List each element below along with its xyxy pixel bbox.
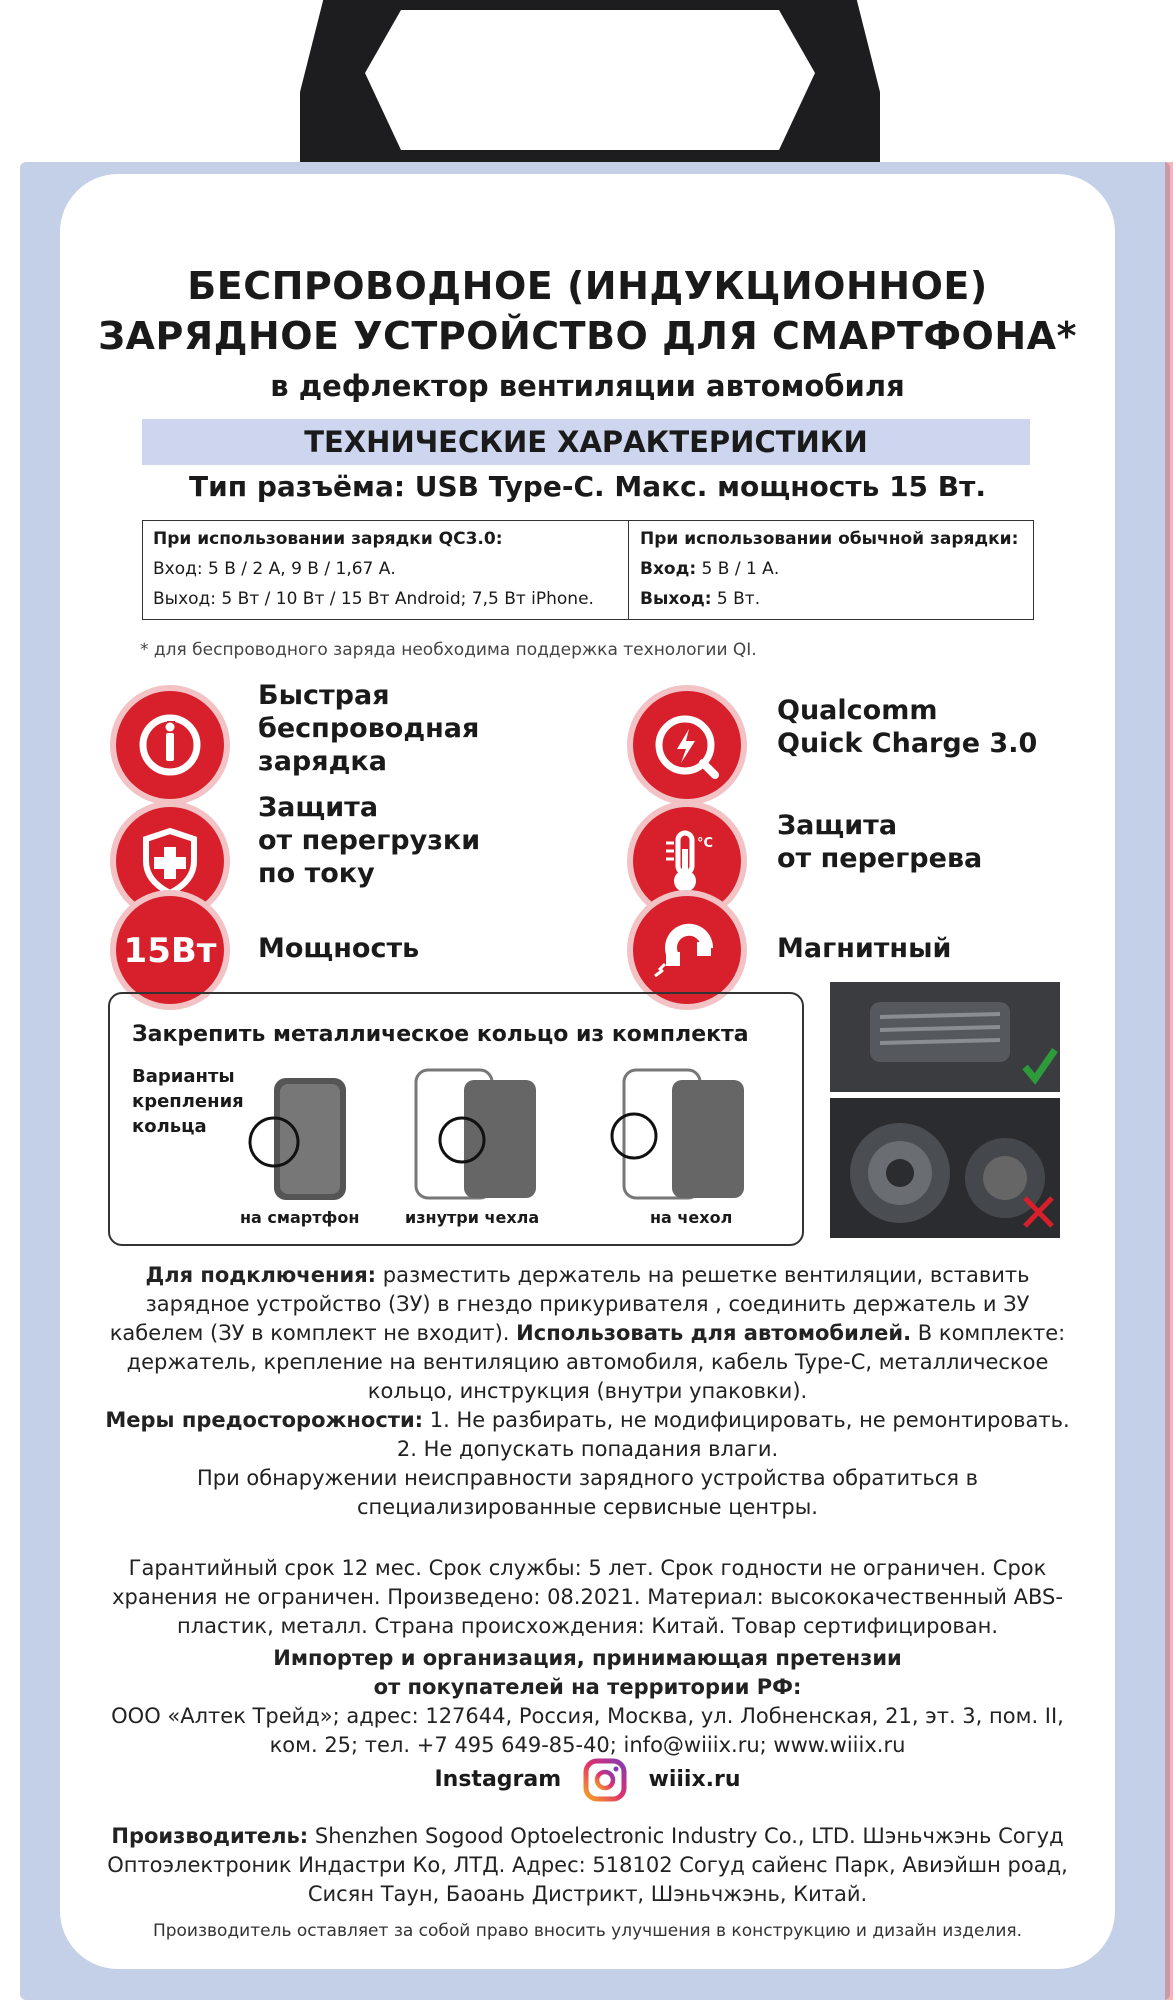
cars-label: Использовать для автомобилей.: [516, 1321, 912, 1345]
vent-photo-correct: [830, 982, 1060, 1092]
connector-info: Тип разъёма: USB Type-C. Макс. мощность 15 Вт.: [189, 470, 986, 503]
normal-input: [640, 559, 779, 579]
fast-wireless-line3: зарядка: [258, 746, 387, 777]
fast-wireless-line2: беспроводная: [258, 713, 480, 744]
qi-wireless-icon: [116, 691, 224, 799]
ring-inside-case-illustration: [410, 1064, 540, 1204]
power-icon-text: 15Вт: [123, 931, 217, 971]
caption-on-case: на чехол: [650, 1208, 733, 1227]
connect-label: Для подключения:: [145, 1263, 377, 1287]
quick-charge-line2: Quick Charge 3.0: [777, 728, 1038, 759]
ring-mounting-box: [108, 992, 804, 1246]
instagram-handle: wiiix.ru: [648, 1767, 741, 1792]
mounting-title: Закрепить металлическое кольцо из комплекта: [132, 1022, 749, 1047]
precautions-label: Меры предосторожности:: [105, 1408, 424, 1432]
product-subtitle: в дефлектор вентиляции автомобиля: [270, 369, 905, 403]
manufacturer-text: Shenzhen Sogood Optoelectronic Industry Co., LTD. Шэньчжэнь Согуд Оптоэлектроник Индастри Ко, ЛТД. Адрес: 518102 Согуд сайенс Парк, Авиэйшн роад, Сисян Таун, Баоань Дистрикт, Шэньчжэнь, Китай.: [107, 1824, 1068, 1906]
power-15w-icon: [116, 896, 224, 1004]
package-back: [20, 162, 1170, 2000]
instagram-icon: [583, 1758, 627, 1802]
qc-heading: При использовании зарядки QC3.0:: [153, 529, 503, 549]
feature-overheat: [777, 809, 982, 875]
spec-col-normal: [630, 521, 1033, 619]
magnet-icon: [633, 896, 741, 1004]
normal-input-value: 5 В / 1 А.: [701, 559, 780, 579]
manufacturer-info: [100, 1822, 1075, 1909]
importer-address: ООО «Алтек Трейд»; адрес: 127644, Россия, Москва, ул. Лобненская, 21, эт. 3, пом. II, ком. 25; тел. +7 495 649-85-40; info@wiiix.ru; www.wiiix.ru: [111, 1704, 1064, 1757]
specs-heading: ТЕХНИЧЕСКИЕ ХАРАКТЕРИСТИКИ: [304, 425, 868, 459]
service-note: При обнаружении неисправности зарядного устройства обратиться в специализированные сервисные центры.: [196, 1466, 979, 1519]
overload-line3: по току: [258, 858, 375, 889]
qc-input: Вход: 5 В / 2 А, 9 В / 1,67 А.: [153, 559, 396, 579]
variants-line3: кольца: [132, 1116, 207, 1137]
importer-heading: [100, 1644, 1075, 1702]
feature-overload: [258, 791, 480, 890]
feature-magnetic: Магнитный: [777, 933, 952, 964]
ring-on-case-illustration: [610, 1064, 760, 1204]
overheat-icon-unit: °C: [697, 836, 714, 851]
instagram-row: [60, 1758, 1115, 1802]
normal-output-label: Выход:: [640, 589, 712, 609]
normal-output: [640, 589, 760, 609]
mounting-variants: [132, 1064, 244, 1139]
connect-text: разместить держатель на решетке вентиляции, вставить зарядное устройство (ЗУ) в гнездо прикуривателя , соединить держатель и ЗУ кабелем (ЗУ в комплект не входит).: [109, 1263, 1030, 1345]
spec-table: [142, 520, 1034, 620]
importer-heading-line2: от покупателей на территории РФ:: [373, 1675, 802, 1699]
qc-output: Выход: 5 Вт / 10 Вт / 15 Вт Android; 7,5 Вт iPhone.: [153, 589, 594, 609]
product-title-line1: БЕСПРОВОДНОЕ (ИНДУКЦИОННОЕ): [187, 264, 988, 308]
specs-heading-bar: [142, 419, 1030, 465]
precaution-2: 2. Не допускать попадания влаги.: [396, 1437, 779, 1461]
normal-output-value: 5 Вт.: [716, 589, 761, 609]
precautions: [100, 1406, 1075, 1522]
variants-line2: крепления: [132, 1091, 244, 1112]
normal-input-label: Вход:: [640, 559, 697, 579]
connect-instructions: [100, 1261, 1075, 1406]
normal-heading: При использовании обычной зарядки:: [640, 529, 1019, 549]
quick-charge-line1: Qualcomm: [777, 695, 938, 726]
feature-power: Мощность: [258, 933, 420, 964]
spec-col-qc: [143, 521, 629, 619]
feature-quick-charge: [777, 694, 1037, 760]
overheat-line1: Защита: [777, 810, 898, 841]
feature-fast-wireless: [258, 679, 479, 778]
label-card: [60, 174, 1115, 1969]
kit-text: В комплекте: держатель, крепление на вентиляцию автомобиля, кабель Type-C, металлическое кольцо, инструкция (внутри упаковки).: [126, 1321, 1066, 1403]
hanger-hole: [365, 10, 815, 150]
caption-on-phone: на смартфон: [240, 1208, 360, 1227]
warranty-info: Гарантийный срок 12 мес. Срок службы: 5 лет. Срок годности не ограничен. Срок хранения не ограничен. Произведено: 08.2021. Материал: высококачественный ABS-пластик, металл. Страна происхождения: Китай. Товар сертифицирован.: [112, 1556, 1063, 1638]
precaution-1: 1. Не разбирать, не модифицировать, не ремонтировать.: [423, 1408, 1070, 1432]
instagram-label: Instagram: [434, 1767, 562, 1792]
importer-heading-line1: Импортер и организация, принимающая претензии: [273, 1646, 902, 1670]
manufacturer-label: Производитель:: [111, 1824, 309, 1848]
overload-line1: Защита: [258, 792, 379, 823]
disclaimer: Производитель оставляет за собой право вносить улучшения в конструкцию и дизайн изделия.: [152, 1921, 1023, 1941]
package-edge: [1165, 162, 1173, 2000]
caption-inside-case: изнутри чехла: [405, 1208, 540, 1227]
overheat-line2: от перегрева: [777, 843, 983, 874]
vent-photo-wrong: [830, 1098, 1060, 1238]
variants-line1: Варианты: [132, 1066, 235, 1087]
ring-on-phone-illustration: [240, 1074, 350, 1204]
qi-footnote: * для беспроводного заряда необходима поддержка технологии QI.: [140, 640, 757, 660]
fast-wireless-line1: Быстрая: [258, 680, 390, 711]
product-title-line2: ЗАРЯДНОЕ УСТРОЙСТВО ДЛЯ СМАРТФОНА*: [98, 314, 1077, 358]
overload-line2: от перегрузки: [258, 825, 481, 856]
quick-charge-icon: [633, 691, 741, 799]
